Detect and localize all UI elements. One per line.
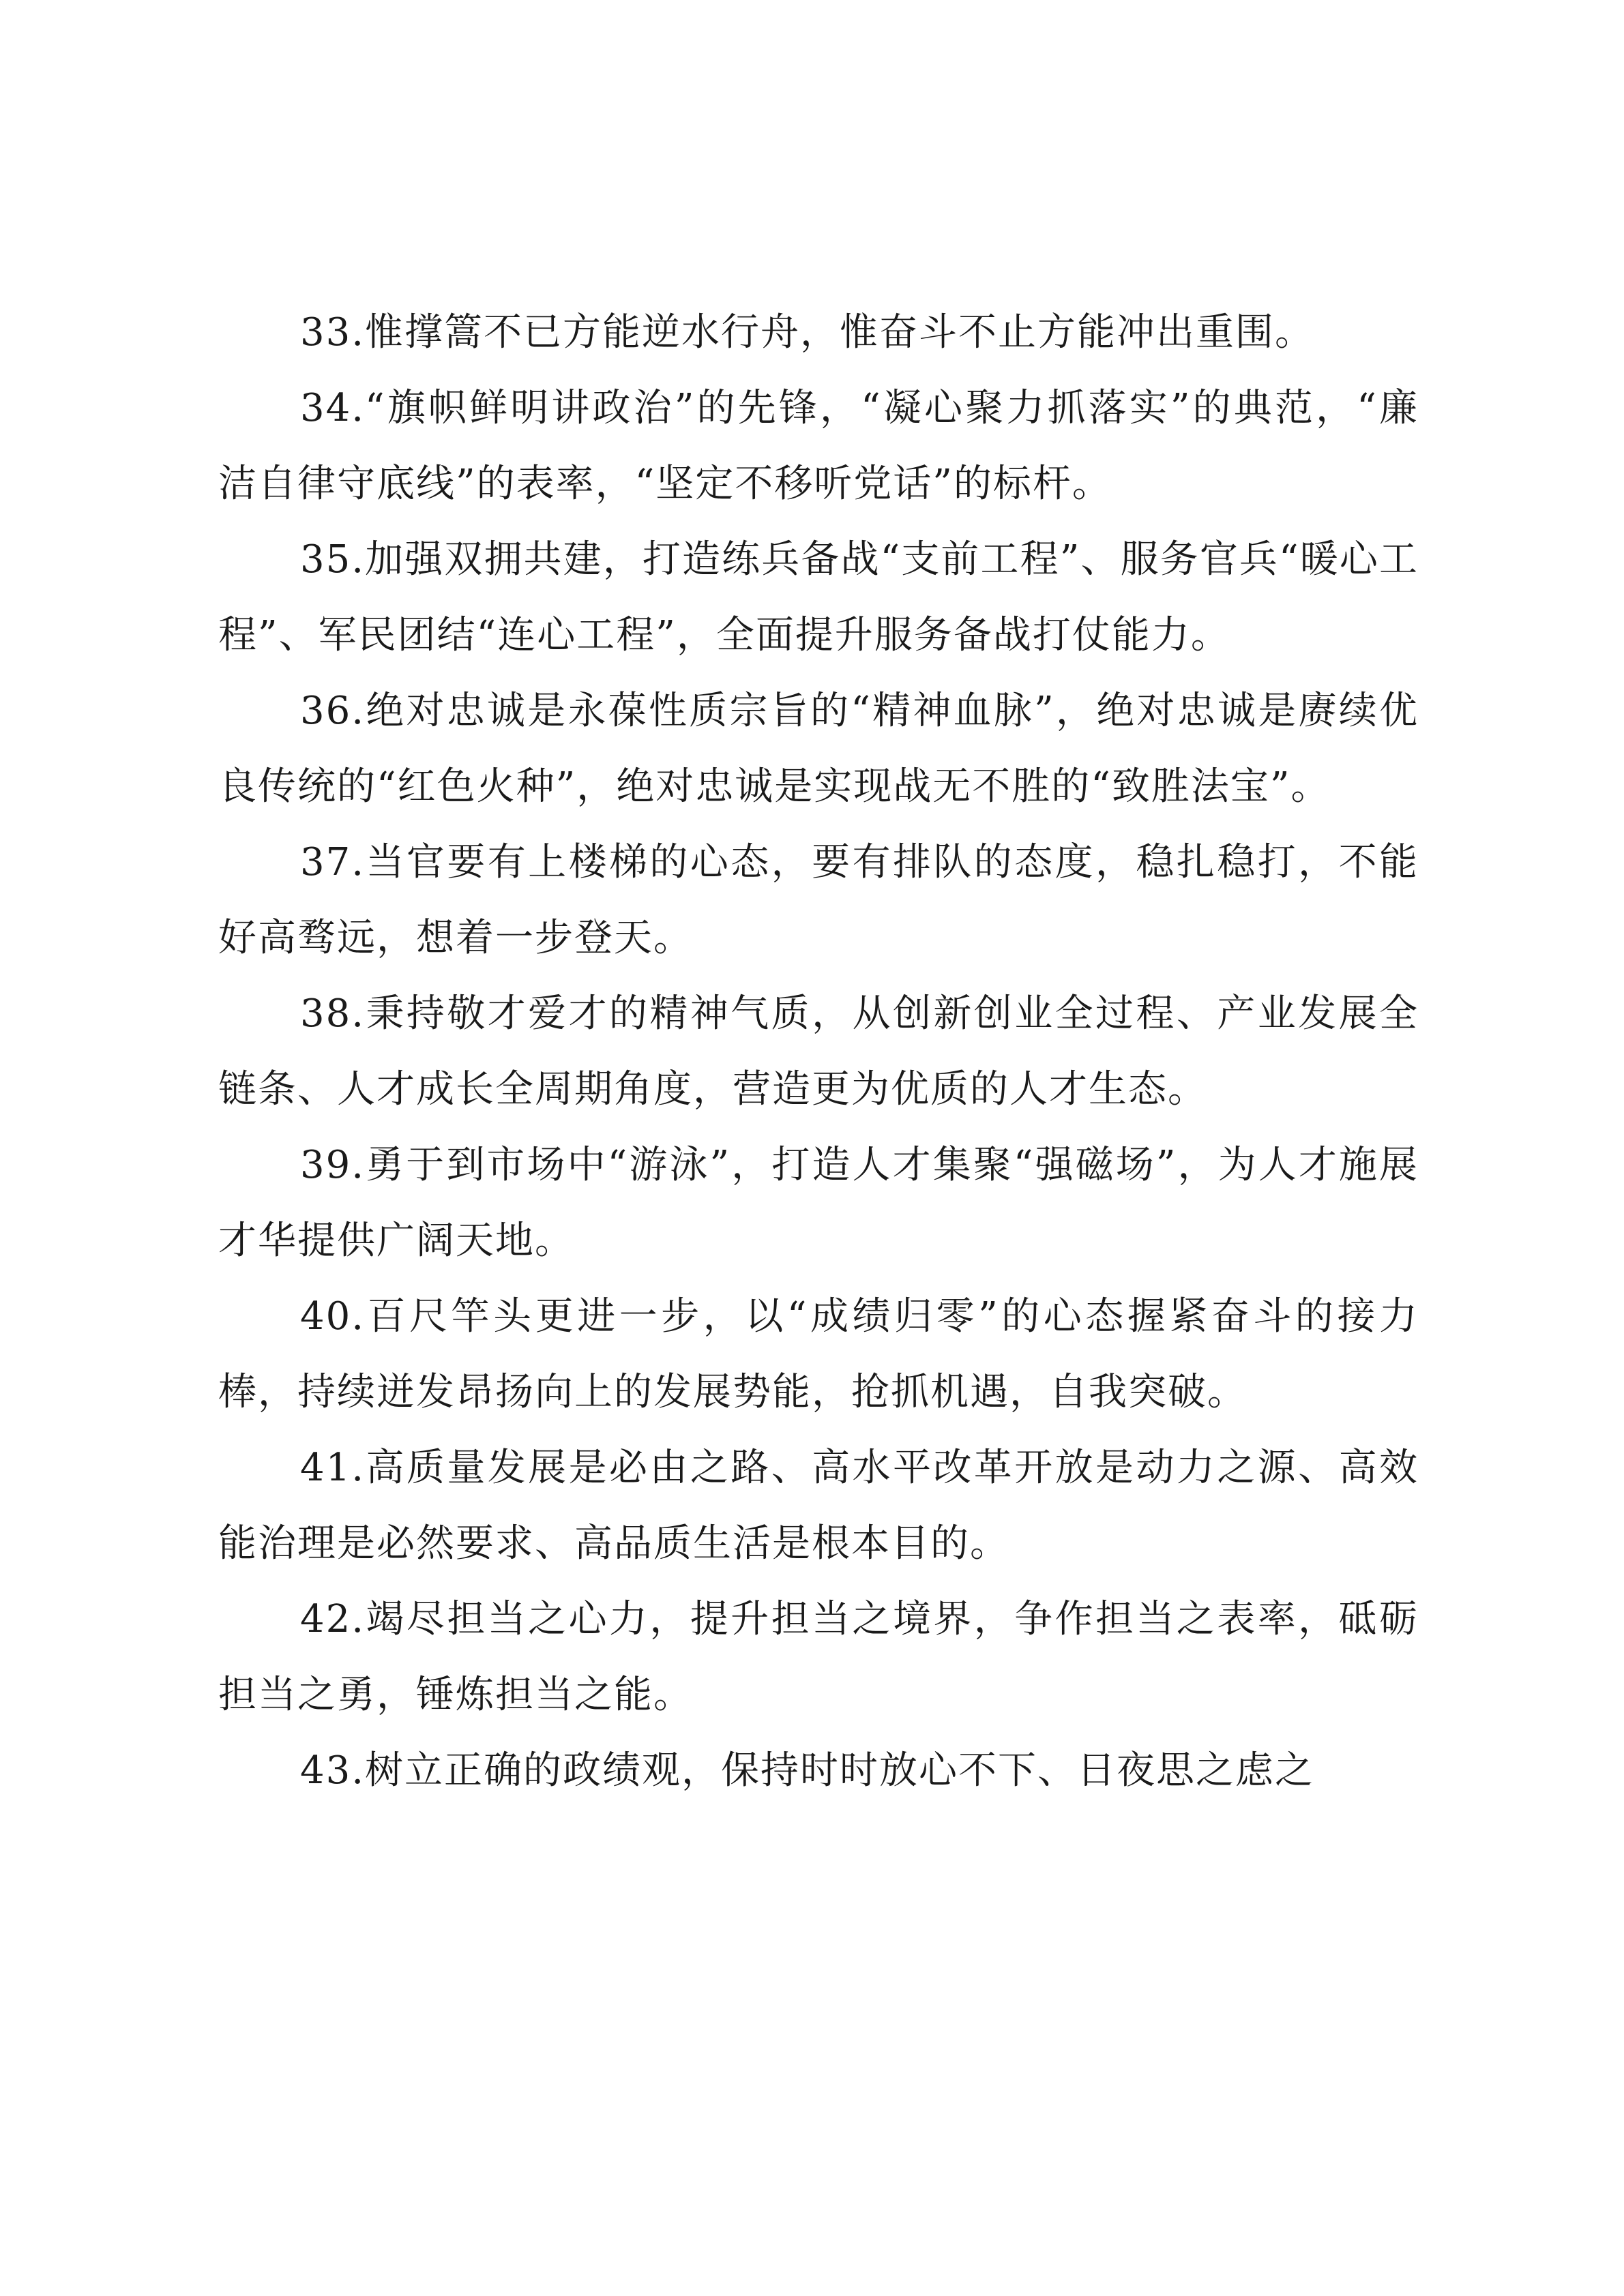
paragraph-33: 33.惟撑篙不已方能逆水行舟，惟奋斗不止方能冲出重围。 (300, 310, 1315, 355)
paragraph-34: 34.“旗帜鲜明讲政治”的先锋，“凝心聚力抓落实”的典范，“廉洁自律守底线”的表率，“坚定不移听党话”的标杆。 (218, 386, 1419, 506)
paragraph-40: 40.百尺竿头更进一步，以“成绩归零”的心态握紧奋斗的接力棒，持续迸发昂扬向上的发展势能，抢抓机遇，自我突破。 (218, 1294, 1419, 1414)
document-body (218, 295, 1419, 1808)
paragraph-43: 43.树立正确的政绩观，保持时时放心不下、日夜思之虑之 (300, 1748, 1315, 1793)
paragraph-35: 35.加强双拥共建，打造练兵备战“支前工程”、服务官兵“暖心工程”、军民团结“连心工程”，全面提升服务备战打仗能力。 (218, 537, 1419, 657)
paragraph-42: 42.竭尽担当之心力，提升担当之境界，争作担当之表率，砥砺担当之勇，锤炼担当之能。 (218, 1597, 1419, 1717)
paragraph-39: 39.勇于到市场中“游泳”，打造人才集聚“强磁场”，为人才施展才华提供广阔天地。 (218, 1143, 1419, 1263)
paragraph-38: 38.秉持敬才爱才的精神气质，从创新创业全过程、产业发展全链条、人才成长全周期角度，营造更为优质的人才生态。 (218, 992, 1419, 1112)
paragraph-36: 36.绝对忠诚是永葆性质宗旨的“精神血脉”，绝对忠诚是赓续优良传统的“红色火种”，绝对忠诚是实现战无不胜的“致胜法宝”。 (218, 689, 1419, 809)
paragraph-37: 37.当官要有上楼梯的心态，要有排队的态度，稳扎稳打，不能好高骛远，想着一步登天。 (218, 840, 1419, 960)
paragraph-41: 41.高质量发展是必由之路、高水平改革开放是动力之源、高效能治理是必然要求、高品质生活是根本目的。 (218, 1446, 1419, 1566)
